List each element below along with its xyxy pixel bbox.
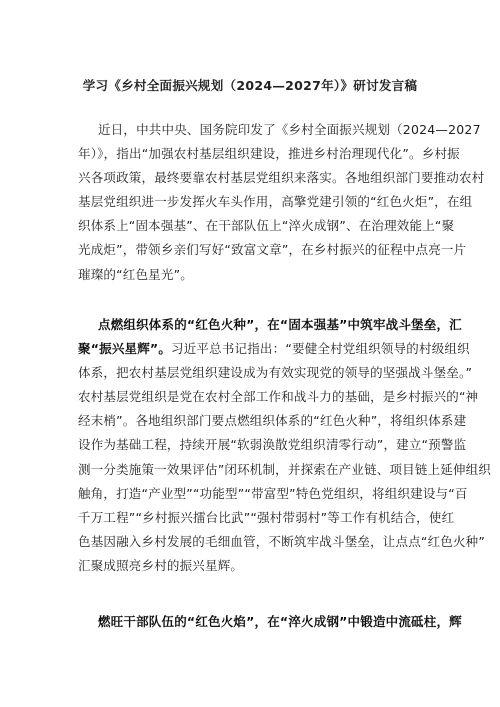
text-run: 习近平总书记指出：“要健全村党组织领导的村级组织 bbox=[171, 341, 470, 357]
text-line: 千万工程”“乡村振兴擂台比武”“强村带弱村”等工作有机结合，使红 bbox=[78, 509, 455, 525]
document-title: 学习《乡村全面振兴规划（2024—2027年）》研讨发言稿 bbox=[82, 78, 418, 93]
text-line: 基层党组织进一步发挥火车头作用，高擎党建引领的“红色火炬”，在组 bbox=[78, 194, 473, 210]
text-line: 农村基层党组织是党在农村全部工作和战斗力的基础，是乡村振兴的“神 bbox=[78, 389, 479, 405]
text-line bbox=[78, 337, 470, 361]
section-heading-line: 点燃组织体系的“红色火种”，在“固本强基”中筑牢战斗堡垒，汇 bbox=[98, 317, 462, 332]
section-heading-line: 燃旺干部队伍的“红色火焰”，在“淬火成钢”中锻造中流砥柱，辉 bbox=[98, 614, 462, 629]
text-line: 测一分类施策一效果评估”闭环机制，并探索在产业链、项目链上延伸组织 bbox=[78, 461, 492, 477]
text-line: 体系，把农村基层党组织建设成为有效实现党的领导的坚强战斗堡垒。” bbox=[78, 365, 473, 381]
text-line: 光成炬”，带领乡亲们写好“致富文章”，在乡村振兴的征程中点亮一片 bbox=[78, 242, 467, 258]
paragraph-cadre-team bbox=[78, 610, 462, 634]
text-line: 兴各项政策，最终要靠农村基层党组织来落实。各地组织部门要推动农村 bbox=[78, 170, 485, 186]
text-line: 年）》，指出“加强农村基层组织建设，推进乡村治理现代化”。乡村振 bbox=[78, 146, 460, 162]
text-line: 汇聚成照亮乡村的振兴星辉。 bbox=[78, 557, 244, 573]
text-line: 织体系上“固本强基”、在干部队伍上“淬火成钢”、在治理效能上“聚 bbox=[78, 218, 455, 234]
text-line: 璀璨的“红色星光”。 bbox=[78, 266, 193, 282]
text-line: 设作为基础工程，持续开展“软弱涣散党组织清零行动”，建立“预警监 bbox=[78, 437, 467, 453]
paragraph-organization-system bbox=[78, 313, 492, 578]
paragraph-intro bbox=[78, 118, 485, 287]
text-line: 近日，中共中央、国务院印发了《乡村全面振兴规划（2024—2027 bbox=[98, 122, 481, 137]
text-line: 色基因融入乡村发展的毛细血管，不断筑牢战斗堡垒，让点点“红色火种” bbox=[78, 533, 486, 549]
text-line: 经末梢”。各地组织部门要点燃组织体系的“红色火种”，将组织体系建 bbox=[78, 413, 467, 429]
section-heading-tail: 聚“振兴星辉”。 bbox=[78, 341, 172, 357]
text-line: 触角，打造“产业型”“功能型”“带富型”特色党组织，将组织建设与“百 bbox=[78, 485, 468, 501]
